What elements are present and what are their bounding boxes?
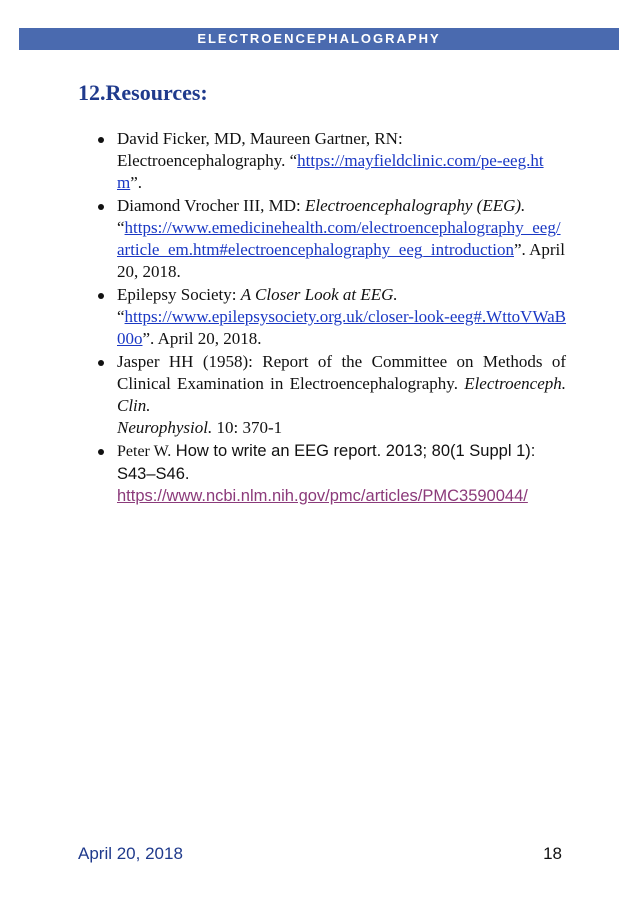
ref-link[interactable]: https://mayfieldclinic.com/pe-eeg.htm [117,151,544,192]
ref-text: “ [117,218,125,237]
bullet-icon [98,293,104,299]
ref-text: Epilepsy Society: [117,285,241,304]
ref-text: David Ficker, MD, Maureen Gartner, RN: Electroencephalography. “ [117,129,403,170]
ref-text: Jasper HH (1958): Report of the Committee on Methods of Clinical Examination in Electroencephalography. Electroenceph. Clin. [117,352,566,415]
bullet-icon [98,137,104,143]
ref-author: Peter W. [117,443,172,460]
section-title: 12.Resources: [78,80,208,105]
ref-journal: Electroenceph. Clin. [117,374,566,415]
list-item [80,128,566,194]
bullet-icon [98,204,104,210]
ref-journal: Neurophysiol. [117,418,213,437]
reference-list [80,128,566,508]
list-item [80,195,566,283]
ref-link[interactable]: https://www.emedicinehealth.com/electroencephalography_eeg/article_em.htm#electroencephalography_eeg_introduction [117,218,561,259]
page-number: 18 [543,844,562,863]
ref-text: 10: 370-1 [212,418,283,437]
bullet-icon [98,360,104,366]
ref-text: ”. April 20, 2018. [142,329,262,348]
footer-date: April 20, 2018 [78,844,183,863]
page-footer [78,844,562,864]
list-item [80,440,566,507]
running-header: ELECTROENCEPHALOGRAPHY [19,28,619,50]
ref-text: ”. [130,173,143,192]
ref-text: ”. April 20, 2018. [117,240,565,281]
bullet-icon [98,449,104,455]
ref-text: Diamond Vrocher III, MD: [117,196,305,215]
ref-title: A Closer Look at EEG. [240,285,398,304]
list-item [80,284,566,350]
ref-link[interactable]: https://www.epilepsysociety.org.uk/closer-look-eeg#.WttoVWaB00o [117,307,567,348]
list-item [80,351,566,439]
ref-text: “ [117,307,125,326]
ref-link[interactable]: https://www.ncbi.nlm.nih.gov/pmc/articles/PMC3590044/ [117,487,528,505]
ref-title: Electroencephalography (EEG). [304,196,526,215]
ref-text: How to write an EEG report. 2013; 80(1 Suppl 1): S43–S46. [117,442,536,483]
